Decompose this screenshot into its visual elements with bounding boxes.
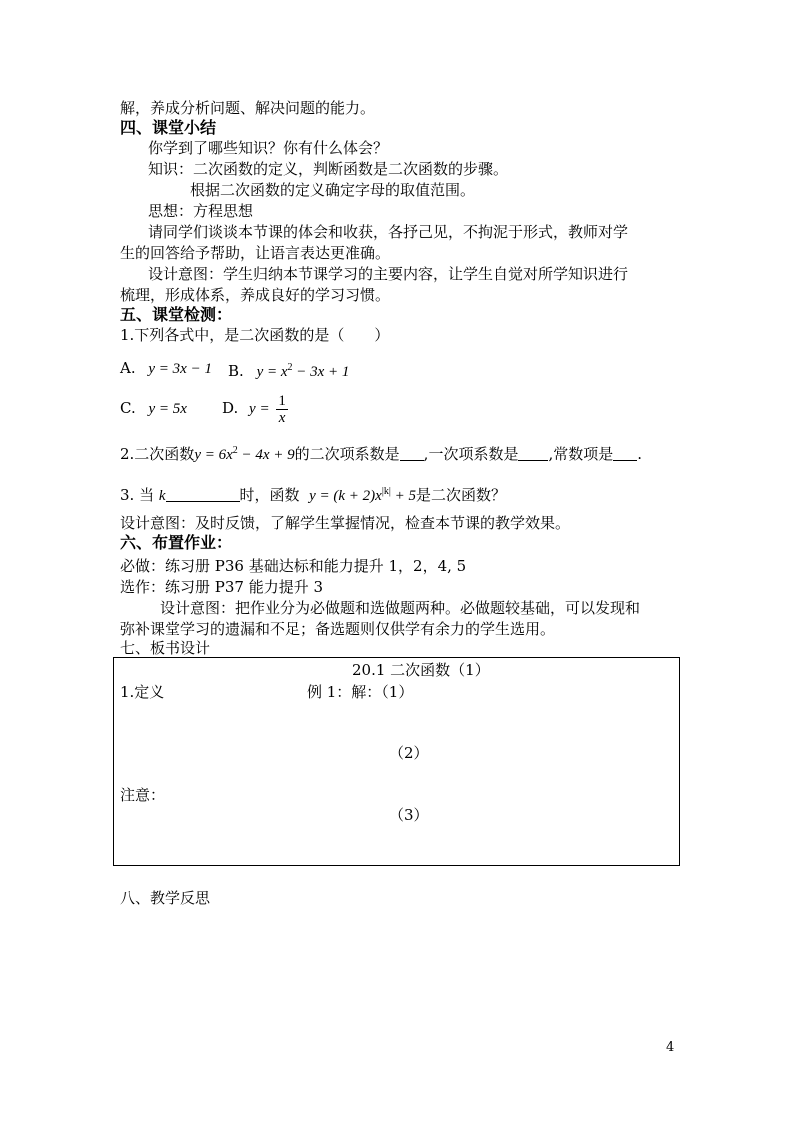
section-heading-6: 六、布置作业： (120, 533, 233, 552)
text-line: 设计意图：学生归纳本节课学习的主要内容，让学生自觉对所学知识进行 (148, 265, 629, 283)
board-definition-label: 1.定义 (120, 683, 165, 701)
text-line: 请同学们谈谈本节课的体会和收获，各抒己见，不拘泥于形式，教师对学 (148, 223, 629, 241)
text-line: 设计意图：把作业分为必做题和选做题两种。必做题较基础，可以发现和 (160, 599, 641, 617)
option-b (228, 358, 349, 382)
fraction: $\frac{1}{x}$ (278, 392, 286, 426)
section-heading-7: 七、板书设计 (120, 639, 211, 657)
text-line: 知识：二次函数的定义，判断函数是二次函数的步骤。 (148, 160, 509, 178)
text-line: 梳理，形成体系，养成良好的学习习惯。 (120, 286, 391, 304)
board-example-label: 例 1：解：（1） (307, 683, 414, 701)
option-a (120, 358, 212, 379)
math-expression: y = 3x − 1 (148, 361, 212, 377)
option-label: C. (120, 399, 136, 417)
option-label: A. (120, 359, 136, 377)
page-number: 4 (666, 1040, 675, 1055)
text-line: 思想：方程思想 (148, 202, 254, 220)
text-line: 解，养成分析问题、解决问题的能力。 (120, 99, 376, 117)
text-line: 设计意图：及时反馈，了解学生掌握情况，检查本节课的教学效果。 (120, 514, 571, 532)
section-heading-8: 八、教学反思 (120, 889, 211, 907)
math-expression: y = (249, 401, 270, 417)
board-part-2: （2） (389, 744, 429, 762)
section-heading-5: 五、课堂检测： (120, 305, 233, 324)
text-line: 生的回答给予帮助，让语言表达更准确。 (120, 244, 391, 262)
question-3: 3. 当 k 时，函数 $y = (k + 2)x^{|k|} + 5$是二次函数？ (120, 486, 506, 504)
answer-blank (400, 446, 424, 461)
question-2: 2.二次函数$y = 6x^2 - 4x + 9$的二次项系数是 ,一次项系数是 ,常数项是 . (120, 445, 643, 463)
answer-blank (518, 446, 548, 461)
math-expression: $y = 6x^2 - 4x + 9$ (194, 445, 295, 463)
option-label: B. (228, 362, 244, 380)
text-line: 你学到了哪些知识？你有什么体会？ (148, 139, 389, 157)
blackboard-design-box (113, 657, 680, 866)
text-line: 选作：练习册 P37 能力提升 3 (120, 578, 324, 596)
option-c (120, 398, 187, 419)
math-expression: $y = x^2 - 3x + 1$ (256, 362, 350, 380)
text-line: 弥补课堂学习的遗漏和不足；备选题则仅供学有余力的学生选用。 (120, 620, 556, 638)
board-title: 20.1 二次函数（1） (352, 661, 490, 679)
answer-blank (613, 446, 637, 461)
section-heading-4: 四、课堂小结 (120, 118, 217, 137)
board-note-label: 注意： (120, 786, 166, 804)
option-d (222, 390, 288, 427)
math-expression: y = 5x (148, 401, 187, 417)
question-1: 1.下列各式中，是二次函数的是（ ） (120, 326, 390, 344)
answer-blank (166, 487, 240, 502)
text-line: 根据二次函数的定义确定字母的取值范围。 (190, 181, 476, 199)
math-expression: $y = (k + 2)x^{|k|} + 5$ (309, 486, 416, 504)
option-label: D. (222, 399, 239, 417)
text-line: 必做：练习册 P36 基础达标和能力提升 1，2，4, 5 (120, 557, 467, 575)
board-part-3: （3） (389, 806, 429, 824)
